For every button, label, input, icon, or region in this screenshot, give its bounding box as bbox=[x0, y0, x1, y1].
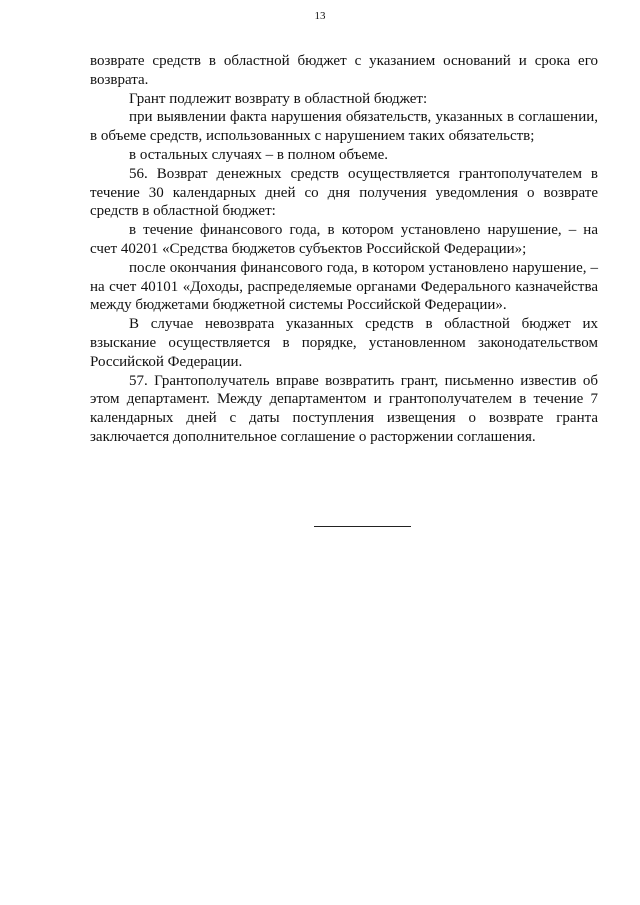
paragraph-account-40101: после окончания финансового года, в котором установлено нарушение, – на счет 40101 «Доходы, распределяемые органами Федерального казначейства между бюджетами бюджетной системы Российской Федерации». bbox=[90, 259, 598, 314]
paragraph-violation-case: при выявлении факта нарушения обязательств, указанных в соглашении, в объеме средств, использованных с нарушением таких обязательств; bbox=[90, 109, 598, 145]
paragraph-non-return: В случае невозврата указанных средств в областной бюджет их взыскание осуществляется в порядке, установленном законодательством Российской Федерации. bbox=[90, 316, 598, 370]
paragraph-grant-return: Грант подлежит возврату в областной бюджет: bbox=[129, 90, 428, 107]
paragraph-item-57: 57. Грантополучатель вправе возвратить грант, письменно известив об этом департамент. Между департаментом и грантополучателем в течение 7 календарных дней с даты поступления извещения о возврате гранта заключается дополнительное соглашение о расторжении соглашения. bbox=[90, 372, 598, 445]
paragraph-other-cases: в остальных случаях – в полном объеме. bbox=[129, 146, 389, 163]
paragraph-continuation: возврате средств в областной бюджет с указанием оснований и срока его возврата. bbox=[90, 53, 598, 88]
paragraph-account-40201: в течение финансового года, в котором установлено нарушение, – на счет 40201 «Средства бюджетов субъектов Российской Федерации»; bbox=[90, 222, 598, 257]
document-body bbox=[90, 52, 598, 447]
end-of-document-rule bbox=[314, 526, 411, 527]
page-number: 13 bbox=[314, 10, 326, 22]
paragraph-item-56: 56. Возврат денежных средств осуществляется грантополучателем в течение 30 календарных дней со дня получения уведомления о возврате средств в областной бюджет: bbox=[90, 165, 598, 220]
